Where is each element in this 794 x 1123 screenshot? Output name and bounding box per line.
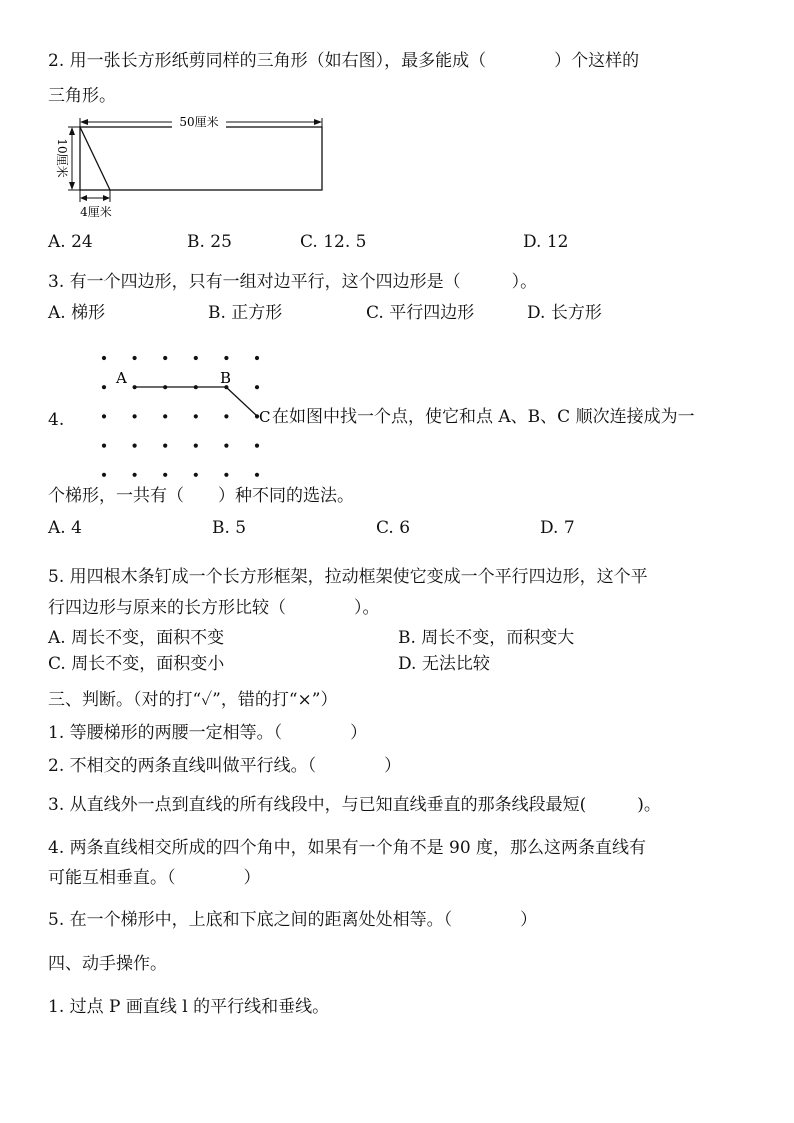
section4-item-1: 1. 过点 P 画直线 l 的平行线和垂线。 xyxy=(48,997,330,1017)
section4-title: 四、动手操作。 xyxy=(48,954,167,974)
grid-dot xyxy=(224,356,228,360)
grid-dot xyxy=(102,414,106,418)
q2-option-b: B. 25 xyxy=(187,232,232,252)
grid-dot xyxy=(255,356,259,360)
q2-option-d: D. 12 xyxy=(523,232,569,252)
q4-option-b: B. 5 xyxy=(212,518,247,538)
q2-base-label: 4厘米 xyxy=(80,205,112,219)
section3-title: 三、判断。（对的打“✓”，错的打“×”） xyxy=(48,690,338,710)
grid-dot xyxy=(163,473,167,477)
q4-label-c: C xyxy=(259,408,271,426)
grid-dot xyxy=(102,473,106,477)
q4-line1: 在如图中找一个点，使它和点 A、B、C 顺次连接成为一 xyxy=(272,407,695,427)
grid-dot xyxy=(224,444,228,448)
grid-dot xyxy=(255,473,259,477)
grid-dot xyxy=(224,414,228,418)
q4-line2: 个梯形，一共有（ ）种不同的选法。 xyxy=(48,486,354,506)
q5-line1: 5. 用四根木条钉成一个长方形框架，拉动框架使它变成一个平行四边形，这个平 xyxy=(48,567,648,587)
q3-text: 3. 有一个四边形，只有一组对边平行，这个四边形是（ ）。 xyxy=(48,272,538,292)
section3-item-3: 3. 从直线外一点到直线的所有线段中，与已知直线垂直的那条线段最短( )。 xyxy=(48,795,661,815)
q5-option-d: D. 无法比较 xyxy=(398,654,490,674)
grid-dot xyxy=(163,414,167,418)
q2-line2: 三角形。 xyxy=(48,86,116,106)
section3-item-5: 5. 在一个梯形中，上底和下底之间的距离处处相等。（ ） xyxy=(48,910,538,930)
grid-dot xyxy=(194,414,198,418)
grid-dot xyxy=(163,444,167,448)
q2-option-a: A. 24 xyxy=(48,232,93,252)
q2-height-label: 10厘米 xyxy=(55,138,69,178)
grid-dot xyxy=(194,356,198,360)
grid-dot xyxy=(255,385,259,389)
q4-option-d: D. 7 xyxy=(540,518,575,538)
q4-label-b: B xyxy=(220,369,232,387)
grid-dot xyxy=(255,444,259,448)
grid-dot xyxy=(133,414,137,418)
grid-dot xyxy=(163,356,167,360)
q4-label-a: A xyxy=(116,369,127,387)
section3-item-4-line1: 4. 两条直线相交所成的四个角中，如果有一个角不是 90 度，那么这两条直线有 xyxy=(48,838,647,858)
section3-item-1: 1. 等腰梯形的两腰一定相等。（ ） xyxy=(48,723,368,743)
q3-option-a: A. 梯形 xyxy=(48,303,106,323)
q5-option-c: C. 周长不变，面积变小 xyxy=(48,654,225,674)
grid-dot xyxy=(133,473,137,477)
q4-option-c: C. 6 xyxy=(376,518,411,538)
section3-item-2: 2. 不相交的两条直线叫做平行线。（ ） xyxy=(48,756,402,776)
grid-dot xyxy=(102,356,106,360)
q4-dot-grid-figure xyxy=(96,350,276,480)
q3-option-c: C. 平行四边形 xyxy=(366,303,475,323)
q4-option-a: A. 4 xyxy=(48,518,82,538)
q4-number: 4. xyxy=(48,410,65,430)
q3-option-b: B. 正方形 xyxy=(208,303,283,323)
grid-dot xyxy=(133,444,137,448)
q2-line1: 2. 用一张长方形纸剪同样的三角形（如右图），最多能成（ ）个这样的 xyxy=(48,51,640,71)
q5-option-b: B. 周长不变，而积变大 xyxy=(398,628,575,648)
q2-rectangle-figure xyxy=(44,110,334,222)
q3-option-d: D. 长方形 xyxy=(527,303,602,323)
q5-line2: 行四边形与原来的长方形比较（ ）。 xyxy=(48,598,380,618)
grid-dot xyxy=(194,473,198,477)
grid-dot xyxy=(133,356,137,360)
grid-dot xyxy=(102,385,106,389)
section3-item-4-line2: 可能互相垂直。（ ） xyxy=(48,868,261,888)
q2-option-c: C. 12. 5 xyxy=(300,232,367,252)
grid-dot xyxy=(224,473,228,477)
q2-width-label: 50厘米 xyxy=(179,115,219,129)
grid-dot xyxy=(102,444,106,448)
grid-dot xyxy=(194,444,198,448)
q5-option-a: A. 周长不变，面积不变 xyxy=(48,628,225,648)
